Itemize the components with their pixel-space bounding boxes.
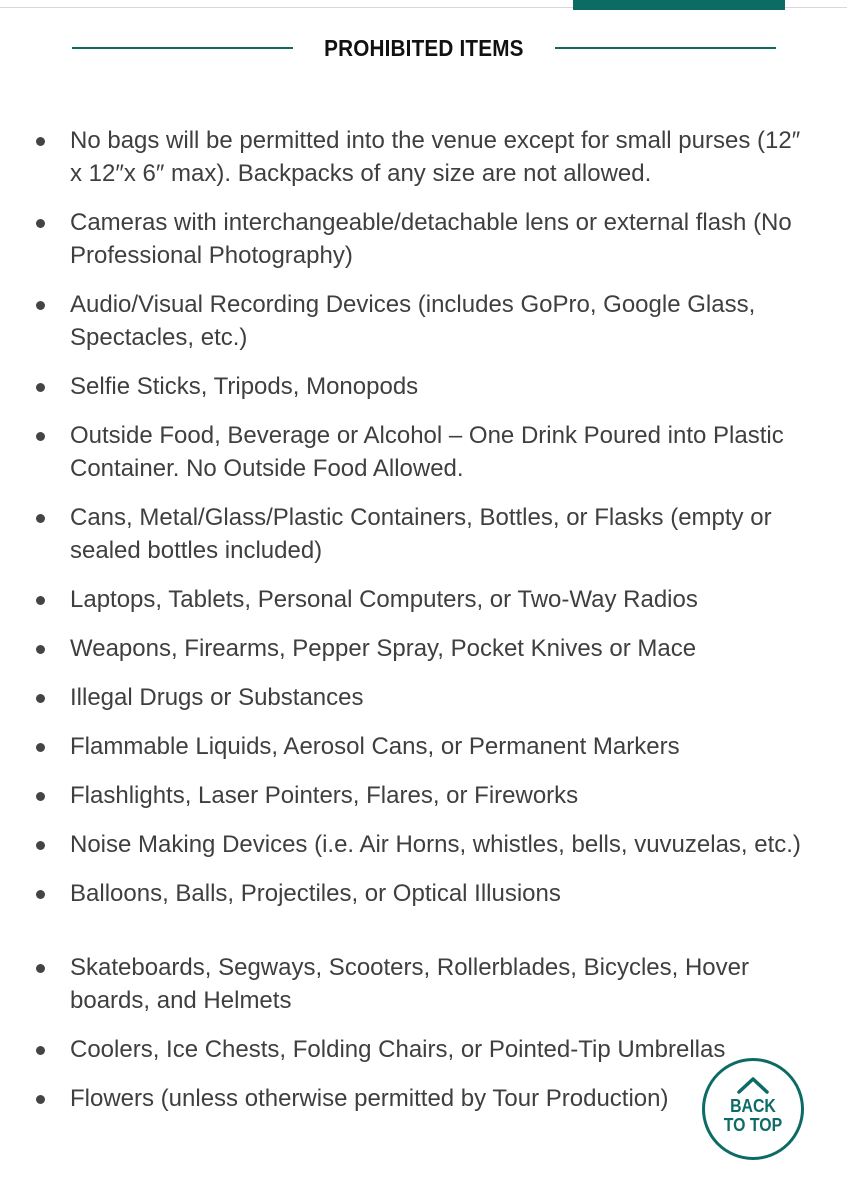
section-header <box>72 28 776 68</box>
top-nav-tab[interactable] <box>573 0 785 10</box>
list-item-text: Flammable Liquids, Aerosol Cans, or Permanent Markers <box>70 733 680 760</box>
bullet-icon <box>36 890 45 899</box>
list-item-text: Illegal Drugs or Substances <box>70 684 364 711</box>
bullet-icon <box>36 1046 45 1055</box>
prohibited-items-list <box>0 124 847 1131</box>
bullet-icon <box>36 792 45 801</box>
bullet-icon <box>36 743 45 752</box>
bullet-icon <box>36 514 45 523</box>
list-item <box>0 206 847 272</box>
list-item <box>0 419 847 485</box>
list-item <box>0 583 847 616</box>
list-item-text: Laptops, Tablets, Personal Computers, or Two-Way Radios <box>70 586 698 613</box>
list-item <box>0 1033 847 1066</box>
list-item-text: Selfie Sticks, Tripods, Monopods <box>70 373 419 400</box>
list-item-text: Flowers (unless otherwise permitted by Tour Production) <box>70 1085 669 1112</box>
bullet-icon <box>36 301 45 310</box>
list-item-text: No bags will be permitted into the venue except for small purses (12″ x 12″x 6″ max). Backpacks of any size are not allowed. <box>70 127 801 187</box>
list-item-text: Weapons, Firearms, Pepper Spray, Pocket Knives or Mace <box>70 635 697 662</box>
bullet-icon <box>36 694 45 703</box>
list-item <box>0 632 847 665</box>
list-item-text: Cans, Metal/Glass/Plastic Containers, Bottles, or Flasks (empty or sealed bottles included) <box>70 504 772 564</box>
list-item-text: Outside Food, Beverage or Alcohol – One Drink Poured into Plastic Container. No Outside Food Allowed. <box>70 422 784 482</box>
list-item <box>0 779 847 812</box>
list-item-text: Audio/Visual Recording Devices (includes GoPro, Google Glass, Spectacles, etc.) <box>70 291 756 351</box>
list-item <box>0 730 847 763</box>
bullet-icon <box>36 383 45 392</box>
bullet-icon <box>36 1095 45 1104</box>
list-item <box>0 681 847 714</box>
bullet-icon <box>36 219 45 228</box>
back-to-top-button[interactable] <box>702 1058 804 1160</box>
list-item-text: Coolers, Ice Chests, Folding Chairs, or Pointed-Tip Umbrellas <box>70 1036 726 1063</box>
list-item <box>0 501 847 567</box>
list-item <box>0 124 847 190</box>
list-item <box>0 877 847 910</box>
bullet-icon <box>36 137 45 146</box>
list-item-text: Balloons, Balls, Projectiles, or Optical Illusions <box>70 880 561 907</box>
header-line-left <box>72 47 293 49</box>
section-title: PROHIBITED ITEMS <box>324 34 524 61</box>
list-item <box>0 828 847 861</box>
list-item-text: Flashlights, Laser Pointers, Flares, or Fireworks <box>70 782 579 809</box>
bullet-icon <box>36 964 45 973</box>
list-item <box>0 288 847 354</box>
bullet-icon <box>36 645 45 654</box>
bullet-icon <box>36 432 45 441</box>
bullet-icon <box>36 596 45 605</box>
bullet-icon <box>36 841 45 850</box>
list-item <box>0 951 847 1017</box>
list-item-text: Skateboards, Segways, Scooters, Rollerblades, Bicycles, Hover boards, and Helmets <box>70 954 749 1014</box>
list-item-text: Cameras with interchangeable/detachable lens or external flash (No Professional Photography) <box>70 209 792 269</box>
list-item <box>0 370 847 403</box>
list-item-text: Noise Making Devices (i.e. Air Horns, whistles, bells, vuvuzelas, etc.) <box>70 831 801 858</box>
header-line-right <box>555 47 776 49</box>
back-to-top-label: BACK TO TOP <box>723 1096 783 1135</box>
chevron-up-icon <box>736 1075 770 1095</box>
